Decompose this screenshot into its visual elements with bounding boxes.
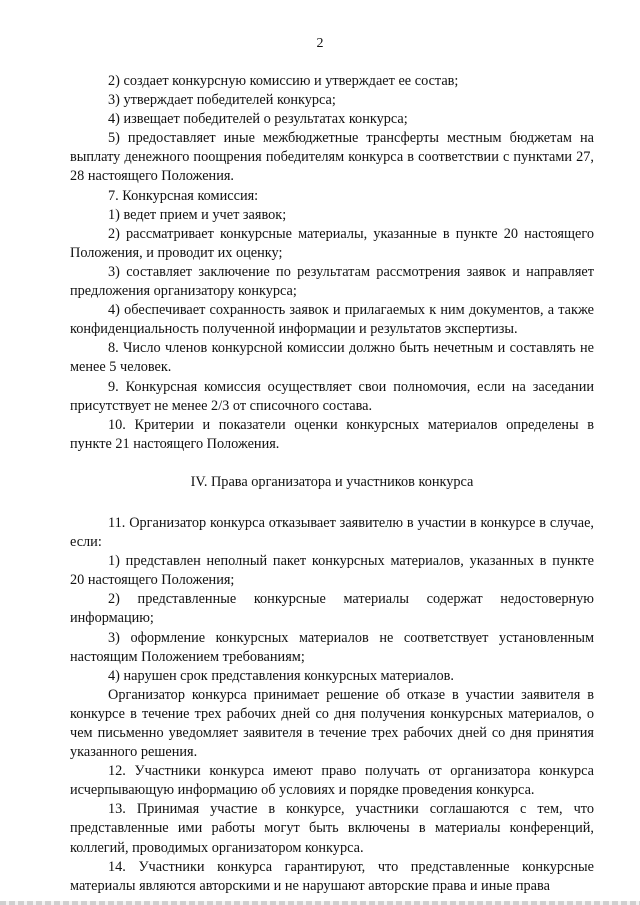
section-paragraphs-bottom	[70, 514, 594, 896]
paragraph: 3) составляет заключение по результатам рассмотрения заявок и направляет предложения организатору конкурса;	[70, 263, 594, 300]
paragraph: 4) нарушен срок представления конкурсных материалов.	[108, 667, 454, 684]
paragraph: 3) оформление конкурсных материалов не соответствует установленным настоящим Положением требованиям;	[70, 629, 594, 665]
paragraph: 2) рассматривает конкурсные материалы, указанные в пункте 20 настоящего Положения, и проводит их оценку;	[70, 225, 594, 261]
paragraph: 5) предоставляет иные межбюджетные трансферты местным бюджетам на выплату денежного поощрения победителям конкурса в соответствии с пунктами 27, 28 настоящего Положения.	[70, 130, 594, 185]
paragraph: 2) создает конкурсную комиссию и утверждает ее состав;	[108, 73, 459, 89]
paragraph: 7. Конкурсная комиссия:	[108, 187, 259, 204]
paragraph: 8. Число членов конкурсной комиссии должно быть нечетным и составлять не менее 5 человек.	[70, 340, 594, 376]
paragraph: 14. Участники конкурса гарантируют, что представленные конкурсные материалы являются авторскими и не нарушают авторские права и иные права	[70, 858, 594, 894]
paragraph: 4) извещает победителей о результатах конкурса;	[108, 111, 408, 128]
paragraph: 10. Критерии и показатели оценки конкурсных материалов определены в пункте 21 настоящего Положения.	[70, 416, 594, 452]
paragraph: 12. Участники конкурса имеют право получать от организатора конкурса исчерпывающую информацию об условиях и порядке проведения конкурса.	[70, 763, 594, 799]
document-body	[70, 72, 594, 896]
page-number: 2	[316, 36, 324, 51]
paragraph: 11. Организатор конкурса отказывает заявителю в участии в конкурсе в случае, если:	[70, 514, 594, 551]
section-heading: IV. Права организатора и участников конкурса	[190, 473, 474, 490]
paragraph: 9. Конкурсная комиссия осуществляет свои полномочия, если на заседании присутствует не менее 2/3 от списочного состава.	[70, 378, 594, 414]
paragraph: 13. Принимая участие в конкурсе, участники соглашаются с тем, что представленные ими работы могут быть включены в материалы конференций, коллегий, проводимых организатором конкурса.	[70, 801, 594, 856]
paragraph: 1) представлен неполный пакет конкурсных материалов, указанных в пункте 20 настоящего Положения;	[70, 553, 594, 589]
paragraph: Организатор конкурса принимает решение об отказе в участии заявителя в конкурсе в течение трех рабочих дней со дня получения конкурсных материалов, о чем письменно уведомляет заявителя в течение трех рабочих дней со дня принятия указанного решения.	[70, 686, 594, 761]
paragraph: 2) представленные конкурсные материалы содержат недостоверную информацию;	[70, 591, 594, 627]
paragraph: 1) ведет прием и учет заявок;	[108, 206, 287, 223]
scan-edge	[0, 901, 640, 905]
paragraph: 3) утверждает победителей конкурса;	[108, 92, 336, 109]
paragraph: 4) обеспечивает сохранность заявок и прилагаемых к ним документов, а также конфиденциальность полученной информации и результатов экспертизы.	[70, 302, 594, 338]
section-paragraphs-top	[70, 72, 594, 454]
